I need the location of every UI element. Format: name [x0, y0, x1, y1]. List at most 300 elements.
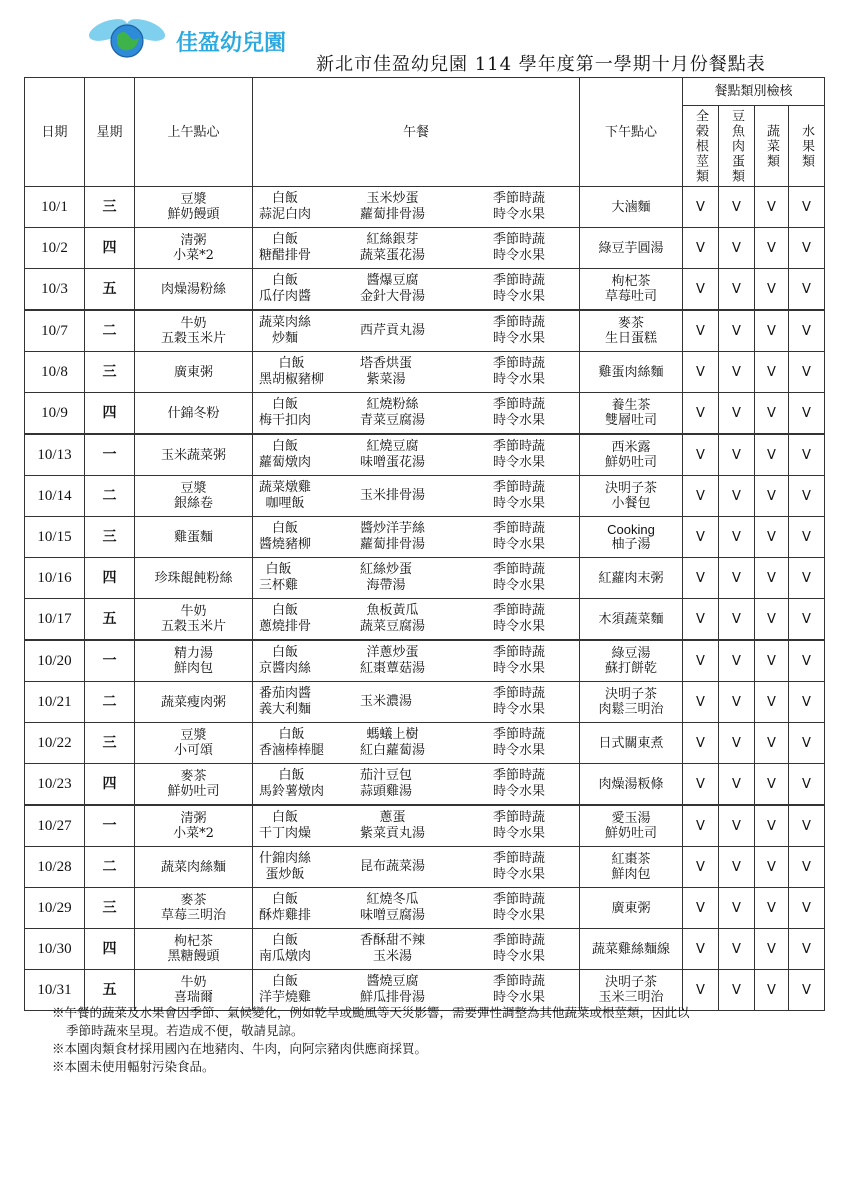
- lunch-item: 季節時蔬: [493, 727, 546, 742]
- afternoon-snack-item: 肉鬆三明治: [598, 702, 664, 717]
- check-vegetable-cell: V: [755, 393, 789, 435]
- morning-snack-item: 牛奶: [180, 316, 207, 331]
- check-vegetable-cell: V: [755, 352, 789, 393]
- afternoon-snack-item: 麥茶: [617, 316, 644, 331]
- lunch-cell: [253, 764, 580, 806]
- weekday-cell: 五: [85, 599, 135, 641]
- lunch-item: 蘿蔔排骨湯: [360, 537, 426, 552]
- morning-snack-item: 枸杞茶: [173, 934, 213, 949]
- lunch-item: 時令水果: [493, 413, 546, 428]
- lunch-cell: [253, 929, 580, 970]
- check-grains-cell: V: [683, 847, 719, 888]
- lunch-item: 紫菜貢丸湯: [360, 826, 426, 841]
- lunch-item: 季節時蔬: [493, 974, 546, 989]
- lunch-column: [493, 603, 545, 635]
- morning-snack-item: 五穀玉米片: [160, 331, 226, 346]
- lunch-item: 白飯: [272, 232, 299, 247]
- lunch-cell: [253, 558, 580, 599]
- check-grains-cell: V: [683, 682, 719, 723]
- table-row: [25, 269, 825, 311]
- col-protein-header: 豆魚肉蛋類: [719, 106, 755, 187]
- lunch-item: 香滷棒棒腿: [259, 743, 325, 758]
- morning-snack-item: 小可頌: [173, 743, 213, 758]
- morning-snack-item: 雞蛋麵: [173, 529, 213, 545]
- lunch-column: [360, 356, 412, 388]
- lunch-item: 時令水果: [493, 331, 546, 346]
- check-vegetable-cell: V: [755, 269, 789, 311]
- lunch-column: [493, 810, 545, 842]
- lunch-item: 糖醋排骨: [259, 248, 312, 263]
- check-vegetable-cell: V: [755, 970, 789, 1011]
- check-protein-cell: V: [719, 352, 755, 393]
- lunch-item: 季節時蔬: [493, 356, 546, 371]
- table-row: [25, 682, 825, 723]
- check-grains-cell: V: [683, 888, 719, 929]
- date-cell: 10/21: [25, 682, 85, 723]
- lunch-item: 蒜泥白肉: [259, 207, 312, 222]
- afternoon-snack-cell: [580, 228, 683, 269]
- weekday-cell: 三: [85, 352, 135, 393]
- lunch-item: 紅絲炒蛋: [360, 562, 413, 577]
- check-grains-cell: V: [683, 310, 719, 352]
- lunch-cell: [253, 805, 580, 847]
- lunch-column: [493, 562, 545, 594]
- weekday-cell: 五: [85, 269, 135, 311]
- lunch-item: 季節時蔬: [493, 191, 546, 206]
- lunch-item: 玉米濃湯: [360, 694, 413, 709]
- afternoon-snack-cell: [580, 847, 683, 888]
- check-vegetable-cell: V: [755, 805, 789, 847]
- kindergarten-logo: [84, 14, 314, 64]
- afternoon-snack-item: 草莓吐司: [604, 289, 657, 304]
- lunch-item: 蔬菜肉絲: [259, 315, 312, 330]
- lunch-item: 白飯: [265, 562, 292, 577]
- lunch-column: [493, 892, 545, 924]
- check-protein-cell: V: [719, 723, 755, 764]
- lunch-item: 白飯: [278, 768, 305, 783]
- afternoon-snack-item: 大滷麵: [611, 199, 651, 215]
- lunch-column: [493, 480, 545, 512]
- lunch-cell: [253, 269, 580, 311]
- lunch-item: 紅絲銀芽: [366, 232, 419, 247]
- lunch-column: [493, 851, 545, 883]
- lunch-item: 蛋炒飯: [265, 867, 305, 882]
- afternoon-snack-item: 愛玉湯: [611, 811, 651, 826]
- lunch-item: 干丁肉燥: [259, 826, 312, 841]
- check-vegetable-cell: V: [755, 228, 789, 269]
- lunch-column: [259, 974, 311, 1006]
- check-protein-cell: V: [719, 929, 755, 970]
- afternoon-snack-item: 蔬菜雞絲麵線: [591, 941, 670, 957]
- table-row: [25, 476, 825, 517]
- lunch-column: [259, 768, 324, 800]
- date-cell: 10/1: [25, 187, 85, 228]
- morning-snack-item: 廣東粥: [173, 364, 213, 380]
- lunch-column: [259, 315, 311, 347]
- check-vegetable-cell: V: [755, 682, 789, 723]
- lunch-item: 季節時蔬: [493, 603, 546, 618]
- morning-snack-item: 豆漿: [180, 481, 207, 496]
- morning-snack-item: 清粥: [180, 811, 207, 826]
- lunch-column: [360, 232, 425, 264]
- lunch-column: [360, 603, 425, 635]
- date-cell: 10/7: [25, 310, 85, 352]
- lunch-item: 海帶湯: [366, 578, 406, 593]
- morning-snack-cell: [135, 682, 253, 723]
- date-cell: 10/3: [25, 269, 85, 311]
- afternoon-snack-item: Cooking: [607, 522, 655, 537]
- meal-table: [24, 77, 825, 1011]
- lunch-item: 白飯: [272, 521, 299, 536]
- lunch-item: 白飯: [272, 397, 299, 412]
- lunch-cell: [253, 888, 580, 929]
- lunch-item: 蔥燒排骨: [259, 619, 312, 634]
- afternoon-snack-cell: [580, 269, 683, 311]
- lunch-item: 時令水果: [493, 455, 546, 470]
- weekday-cell: 三: [85, 517, 135, 558]
- morning-snack-item: 牛奶: [180, 604, 207, 619]
- lunch-column: [360, 323, 425, 339]
- afternoon-snack-item: 枸杞茶: [611, 274, 651, 289]
- table-row: [25, 805, 825, 847]
- lunch-item: 白飯: [272, 191, 299, 206]
- lunch-item: 蔬菜豆腐湯: [360, 619, 426, 634]
- lunch-column: [360, 768, 412, 800]
- check-protein-cell: V: [719, 269, 755, 311]
- lunch-column: [493, 686, 545, 718]
- lunch-cell: [253, 476, 580, 517]
- col-morning-snack-header: 上午點心: [135, 78, 253, 187]
- footnotes: [52, 1004, 690, 1076]
- lunch-item: 茄汁豆包: [360, 768, 413, 783]
- date-cell: 10/29: [25, 888, 85, 929]
- check-grains-cell: V: [683, 269, 719, 311]
- table-row: [25, 599, 825, 641]
- lunch-item: 紅燒粉絲: [366, 397, 419, 412]
- morning-snack-item: 豆漿: [180, 728, 207, 743]
- lunch-item: 白飯: [272, 645, 299, 660]
- lunch-column: [259, 191, 311, 223]
- check-protein-cell: V: [719, 805, 755, 847]
- afternoon-snack-cell: [580, 640, 683, 682]
- date-cell: 10/27: [25, 805, 85, 847]
- lunch-item: 炒麵: [272, 331, 299, 346]
- morning-snack-item: 銀絲卷: [173, 496, 213, 511]
- lunch-column: [360, 810, 425, 842]
- check-grains-cell: V: [683, 599, 719, 641]
- check-vegetable-cell: V: [755, 723, 789, 764]
- weekday-cell: 一: [85, 805, 135, 847]
- afternoon-snack-cell: [580, 558, 683, 599]
- lunch-cell: [253, 640, 580, 682]
- lunch-column: [259, 356, 324, 388]
- afternoon-snack-item: 西米露: [611, 440, 651, 455]
- lunch-column: [259, 397, 311, 429]
- check-protein-cell: V: [719, 847, 755, 888]
- morning-snack-item: 麥茶: [180, 769, 207, 784]
- lunch-item: 味噌豆腐湯: [360, 908, 426, 923]
- check-grains-cell: V: [683, 352, 719, 393]
- morning-snack-item: 什錦冬粉: [167, 405, 220, 421]
- lunch-item: 白飯: [272, 603, 299, 618]
- col-date-header: 日期: [25, 78, 85, 187]
- lunch-column: [493, 645, 545, 677]
- lunch-item: 塔香烘蛋: [360, 356, 413, 371]
- lunch-cell: [253, 517, 580, 558]
- afternoon-snack-cell: [580, 434, 683, 476]
- weekday-cell: 四: [85, 228, 135, 269]
- morning-snack-item: 蔬菜肉絲麵: [160, 859, 226, 875]
- afternoon-snack-item: 決明子茶: [604, 975, 657, 990]
- lunch-item: 瓜仔肉醬: [259, 289, 312, 304]
- lunch-item: 季節時蔬: [493, 480, 546, 495]
- lunch-item: 季節時蔬: [493, 851, 546, 866]
- check-fruit-cell: V: [789, 310, 825, 352]
- lunch-item: 青菜豆腐湯: [360, 413, 426, 428]
- lunch-item: 金針大骨湯: [360, 289, 426, 304]
- morning-snack-cell: [135, 352, 253, 393]
- lunch-item: 醬炒洋芋絲: [360, 521, 426, 536]
- lunch-item: 時令水果: [493, 784, 546, 799]
- morning-snack-item: 玉米蔬菜粥: [160, 447, 226, 463]
- col-fruit-header: 水果類: [789, 106, 825, 187]
- lunch-item: 時令水果: [493, 661, 546, 676]
- lunch-column: [493, 727, 545, 759]
- weekday-cell: 一: [85, 640, 135, 682]
- check-grains-cell: V: [683, 558, 719, 599]
- lunch-cell: [253, 187, 580, 228]
- morning-snack-item: 蔬菜瘦肉粥: [160, 694, 226, 710]
- weekday-cell: 二: [85, 847, 135, 888]
- morning-snack-cell: [135, 269, 253, 311]
- check-vegetable-cell: V: [755, 640, 789, 682]
- lunch-item: 季節時蔬: [493, 686, 546, 701]
- afternoon-snack-item: 養生茶: [611, 398, 651, 413]
- morning-snack-item: 黑糖饅頭: [167, 949, 220, 964]
- lunch-item: 白飯: [272, 892, 299, 907]
- afternoon-snack-item: 鮮奶吐司: [604, 826, 657, 841]
- weekday-cell: 三: [85, 888, 135, 929]
- morning-snack-item: 小菜*2: [173, 826, 214, 841]
- morning-snack-cell: [135, 517, 253, 558]
- date-cell: 10/23: [25, 764, 85, 806]
- lunch-item: 蔬菜蛋花湯: [360, 248, 426, 263]
- col-lunch-header: 午餐: [253, 78, 580, 187]
- lunch-column: [360, 397, 425, 429]
- afternoon-snack-item: 玉米三明治: [598, 990, 664, 1005]
- table-row: [25, 764, 825, 806]
- weekday-cell: 五: [85, 970, 135, 1011]
- morning-snack-cell: [135, 187, 253, 228]
- check-fruit-cell: V: [789, 847, 825, 888]
- lunch-column: [493, 232, 545, 264]
- morning-snack-cell: [135, 764, 253, 806]
- lunch-column: [259, 933, 311, 965]
- lunch-item: 季節時蔬: [493, 315, 546, 330]
- lunch-item: 昆布蔬菜湯: [360, 859, 426, 874]
- date-cell: 10/30: [25, 929, 85, 970]
- check-grains-cell: V: [683, 434, 719, 476]
- date-cell: 10/22: [25, 723, 85, 764]
- morning-snack-item: 小菜*2: [173, 248, 214, 263]
- check-vegetable-cell: V: [755, 599, 789, 641]
- afternoon-snack-cell: [580, 764, 683, 806]
- lunch-item: 蔬菜燉雞: [259, 480, 312, 495]
- lunch-column: [259, 521, 311, 553]
- lunch-column: [360, 974, 425, 1006]
- lunch-item: 季節時蔬: [493, 521, 546, 536]
- morning-snack-cell: [135, 847, 253, 888]
- lunch-item: 蔥蛋: [379, 810, 406, 825]
- lunch-column: [493, 356, 545, 388]
- lunch-item: 京醬肉絲: [259, 661, 312, 676]
- lunch-cell: [253, 352, 580, 393]
- lunch-cell: [253, 599, 580, 641]
- morning-snack-item: 牛奶: [180, 975, 207, 990]
- weekday-cell: 二: [85, 476, 135, 517]
- lunch-item: 螞蟻上樹: [366, 727, 419, 742]
- morning-snack-cell: [135, 558, 253, 599]
- date-cell: 10/28: [25, 847, 85, 888]
- check-protein-cell: V: [719, 599, 755, 641]
- lunch-item: 白飯: [272, 273, 299, 288]
- morning-snack-cell: [135, 805, 253, 847]
- col-afternoon-snack-header: 下午點心: [580, 78, 683, 187]
- table-row: [25, 558, 825, 599]
- check-fruit-cell: V: [789, 434, 825, 476]
- lunch-column: [360, 892, 425, 924]
- lunch-item: 時令水果: [493, 702, 546, 717]
- afternoon-snack-cell: [580, 805, 683, 847]
- afternoon-snack-item: 生日蛋糕: [604, 331, 657, 346]
- check-group-header: 餐點類別檢核: [683, 78, 825, 106]
- check-grains-cell: V: [683, 764, 719, 806]
- col-vegetable-header: 蔬菜類: [755, 106, 789, 187]
- check-fruit-cell: V: [789, 723, 825, 764]
- lunch-cell: [253, 434, 580, 476]
- afternoon-snack-item: 日式關東煮: [598, 735, 664, 751]
- table-row: [25, 187, 825, 228]
- lunch-column: [493, 315, 545, 347]
- lunch-item: 洋蔥炒蛋: [366, 645, 419, 660]
- afternoon-snack-item: 廣東粥: [611, 900, 651, 916]
- check-fruit-cell: V: [789, 929, 825, 970]
- afternoon-snack-item: 綠豆芋圓湯: [598, 240, 664, 256]
- lunch-column: [259, 727, 324, 759]
- check-protein-cell: V: [719, 228, 755, 269]
- lunch-item: 時令水果: [493, 207, 546, 222]
- lunch-item: 紅燒豆腐: [366, 439, 419, 454]
- check-vegetable-cell: V: [755, 558, 789, 599]
- morning-snack-cell: [135, 476, 253, 517]
- note-1-cont: 季節時蔬來呈現。若造成不便，敬請見諒。: [66, 1023, 304, 1038]
- morning-snack-cell: [135, 228, 253, 269]
- check-protein-cell: V: [719, 310, 755, 352]
- afternoon-snack-item: 蘇打餅乾: [604, 661, 657, 676]
- date-cell: 10/20: [25, 640, 85, 682]
- lunch-item: 時令水果: [493, 289, 546, 304]
- check-fruit-cell: V: [789, 640, 825, 682]
- note-1: ※午餐的蔬菜及水果會因季節、氣候變化，例如乾旱或颱風等天災影響，需要彈性調整為其他蔬菜或根莖類，因此以: [52, 1005, 690, 1020]
- table-row: [25, 310, 825, 352]
- lunch-column: [360, 439, 425, 471]
- check-grains-cell: V: [683, 228, 719, 269]
- lunch-column: [259, 851, 311, 883]
- check-vegetable-cell: V: [755, 517, 789, 558]
- check-fruit-cell: V: [789, 764, 825, 806]
- check-protein-cell: V: [719, 187, 755, 228]
- morning-snack-item: 清粥: [180, 233, 207, 248]
- lunch-cell: [253, 228, 580, 269]
- lunch-item: 季節時蔬: [493, 645, 546, 660]
- check-protein-cell: V: [719, 682, 755, 723]
- col-day-header: 星期: [85, 78, 135, 187]
- check-fruit-cell: V: [789, 517, 825, 558]
- table-row: [25, 929, 825, 970]
- afternoon-snack-cell: [580, 476, 683, 517]
- afternoon-snack-item: 決明子茶: [604, 481, 657, 496]
- lunch-item: 時令水果: [493, 537, 546, 552]
- lunch-item: 蘿蔔燉肉: [259, 455, 312, 470]
- lunch-item: 季節時蔬: [493, 397, 546, 412]
- table-row: [25, 228, 825, 269]
- lunch-column: [493, 768, 545, 800]
- lunch-item: 魚板黃瓜: [366, 603, 419, 618]
- morning-snack-cell: [135, 888, 253, 929]
- check-vegetable-cell: V: [755, 434, 789, 476]
- morning-snack-item: 麥茶: [180, 893, 207, 908]
- lunch-cell: [253, 723, 580, 764]
- morning-snack-item: 鮮肉包: [173, 661, 213, 676]
- afternoon-snack-cell: [580, 187, 683, 228]
- lunch-item: 時令水果: [493, 248, 546, 263]
- date-cell: 10/9: [25, 393, 85, 435]
- lunch-item: 香酥甜不辣: [360, 933, 426, 948]
- table-row: [25, 847, 825, 888]
- afternoon-snack-item: 木須蔬菜麵: [598, 611, 664, 627]
- lunch-column: [259, 439, 311, 471]
- lunch-item: 西芹貢丸湯: [360, 323, 426, 338]
- morning-snack-item: 鮮奶吐司: [167, 784, 220, 799]
- morning-snack-cell: [135, 929, 253, 970]
- lunch-item: 季節時蔬: [493, 810, 546, 825]
- check-protein-cell: V: [719, 764, 755, 806]
- morning-snack-cell: [135, 599, 253, 641]
- lunch-item: 玉米湯: [373, 949, 413, 964]
- lunch-item: 季節時蔬: [493, 892, 546, 907]
- lunch-item: 什錦肉絲: [259, 851, 312, 866]
- lunch-item: 季節時蔬: [493, 232, 546, 247]
- lunch-column: [259, 892, 311, 924]
- lunch-cell: [253, 847, 580, 888]
- lunch-column: [259, 645, 311, 677]
- lunch-item: 紅白蘿蔔湯: [360, 743, 426, 758]
- check-grains-cell: V: [683, 929, 719, 970]
- check-grains-cell: V: [683, 393, 719, 435]
- lunch-column: [259, 232, 311, 264]
- check-fruit-cell: V: [789, 352, 825, 393]
- lunch-column: [259, 562, 298, 594]
- morning-snack-item: 精力湯: [173, 646, 213, 661]
- lunch-item: 季節時蔬: [493, 439, 546, 454]
- lunch-item: 玉米排骨湯: [360, 488, 426, 503]
- afternoon-snack-item: 柚子湯: [611, 537, 651, 552]
- lunch-column: [493, 191, 545, 223]
- lunch-item: 季節時蔬: [493, 273, 546, 288]
- afternoon-snack-item: 肉燥湯粄條: [598, 776, 664, 792]
- morning-snack-item: 肉燥湯粉絲: [160, 281, 226, 297]
- lunch-item: 馬鈴薯燉肉: [259, 784, 325, 799]
